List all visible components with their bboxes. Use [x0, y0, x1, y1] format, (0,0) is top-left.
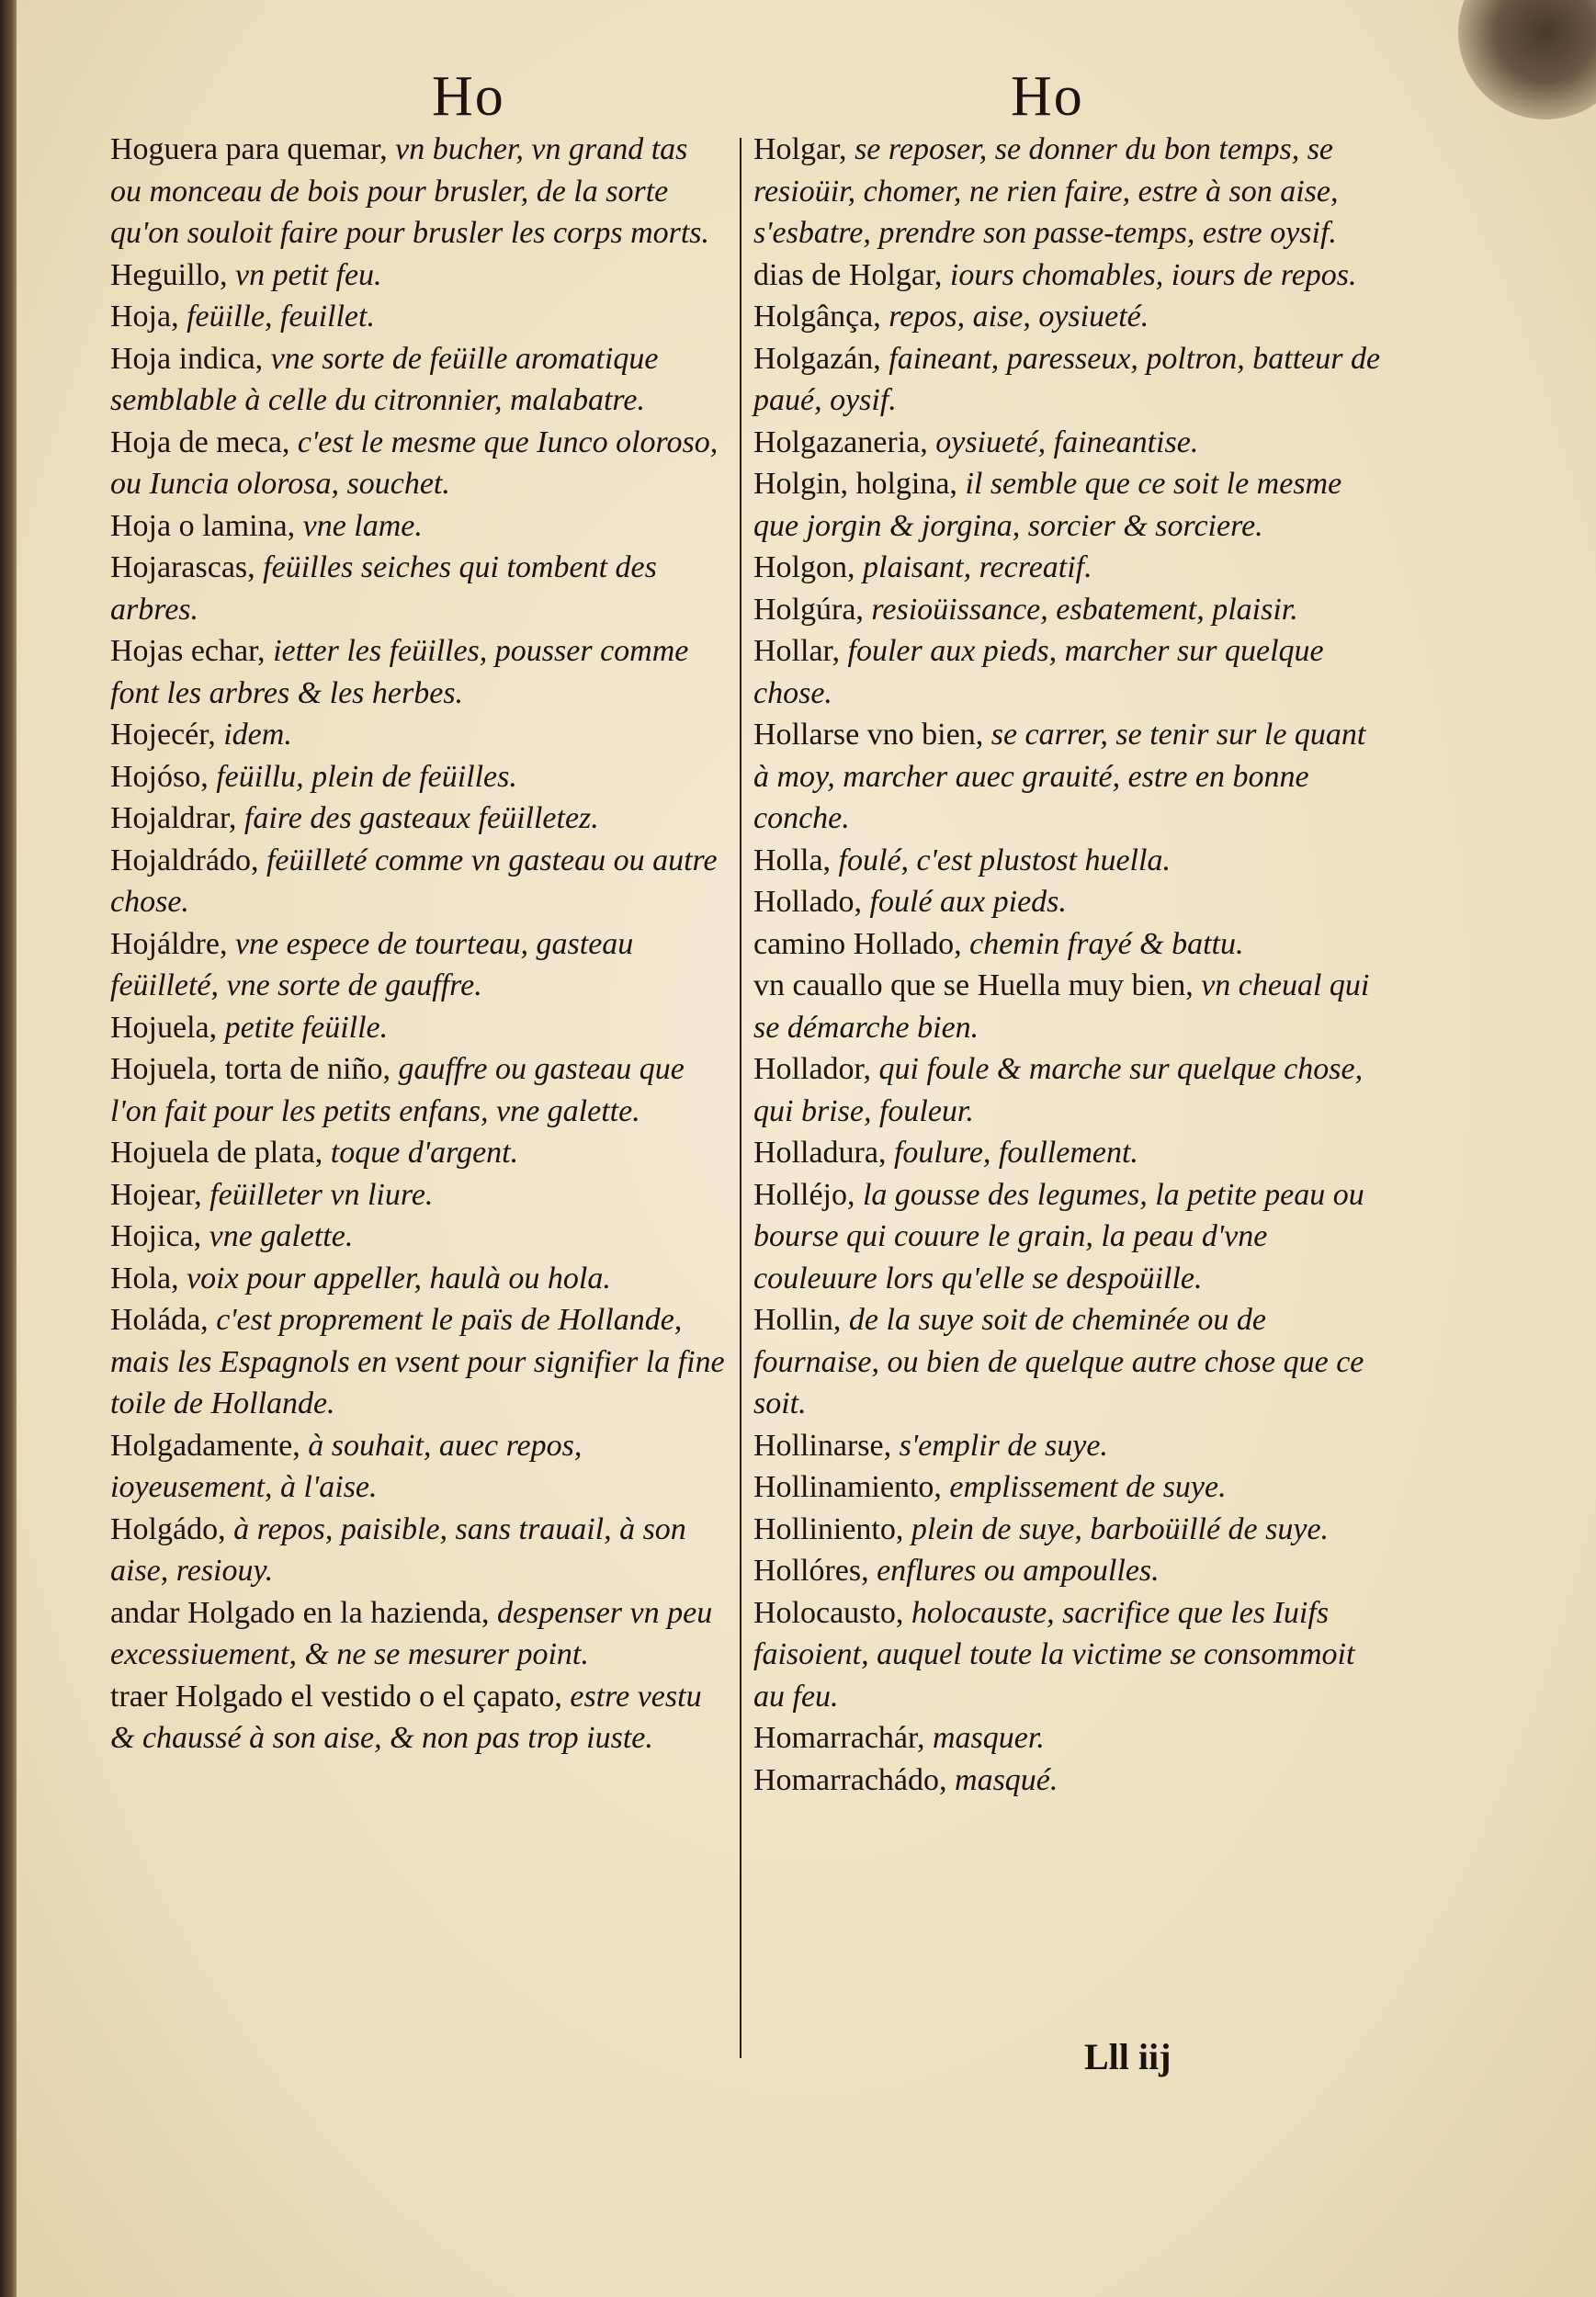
- entry-term: Hojaldrádo,: [110, 843, 259, 877]
- entry-term: Hojóso,: [110, 759, 209, 794]
- dictionary-entry: [110, 1676, 726, 1760]
- dictionary-entry: [753, 1592, 1387, 1718]
- entry-term: Hojas echar,: [110, 634, 266, 668]
- entry-definition: vn bucher, vn grand tas ou monceau de bois pour brusler, de la sorte qu'on souloit faire pour brusler les corps morts.: [110, 132, 710, 250]
- entry-term: Homarrachádo,: [753, 1762, 947, 1797]
- entry-term: Hollinamiento,: [753, 1470, 942, 1504]
- dictionary-entry: [753, 129, 1387, 255]
- entry-definition: iours chomables, iours de repos.: [942, 257, 1357, 292]
- dictionary-entry: [110, 798, 726, 840]
- entry-term: Hojuela,: [110, 1010, 218, 1045]
- entry-term: Hojuela de plata,: [110, 1136, 323, 1170]
- entry-definition: gauffre ou gasteau que l'on fait pour les petits enfans, vne galette.: [110, 1052, 685, 1128]
- dictionary-entry: [110, 756, 726, 798]
- entry-term: Hollinarse,: [753, 1428, 892, 1463]
- entry-definition: feüilles seiches qui tombent des arbres.: [110, 550, 657, 627]
- entry-term: Hojear,: [110, 1177, 202, 1212]
- dictionary-entry: [753, 881, 1387, 923]
- dictionary-entry: [753, 1760, 1387, 1802]
- dictionary-entry: [110, 338, 726, 422]
- dictionary-entry: [110, 1509, 726, 1592]
- entry-definition: masqué.: [946, 1762, 1058, 1797]
- dictionary-entry: [110, 1132, 726, 1174]
- entry-term: Hollador,: [753, 1052, 871, 1086]
- entry-definition: se reposer, se donner du bon temps, se resioüir, chomer, ne rien faire, estre à son aise, s'esbatre, prendre son passe-temps, estre oysif.: [753, 132, 1339, 250]
- dictionary-entry: [753, 923, 1387, 966]
- entry-term: Holgazaneria,: [753, 424, 928, 459]
- entry-term: Homarrachár,: [753, 1721, 925, 1755]
- entry-definition: la gousse des legumes, la petite peau ou bourse qui couure le grain, la peau d'vne couleuure lors qu'elle se despoüille.: [753, 1177, 1364, 1296]
- entry-term: Holgin, holgina,: [753, 467, 966, 501]
- dictionary-entry: [753, 1132, 1387, 1174]
- entry-term: Holgádo,: [110, 1511, 226, 1546]
- dictionary-entry: [110, 422, 726, 505]
- dictionary-entry: [753, 463, 1387, 547]
- column-divider: [740, 138, 741, 2058]
- dictionary-entry: [753, 1425, 1387, 1467]
- dictionary-entry: [753, 840, 1387, 882]
- dictionary-entry: [753, 296, 1387, 338]
- entry-definition: vne lame.: [295, 508, 423, 543]
- entry-term: Hojuela, torta de niño,: [110, 1052, 391, 1086]
- dictionary-entry: [110, 1216, 726, 1258]
- entry-definition: vne galette.: [201, 1219, 354, 1253]
- entry-definition: petite feüille.: [217, 1010, 389, 1045]
- dictionary-entry: [753, 547, 1387, 589]
- entry-definition: despenser vn peu excessiuement, & ne se mesurer point.: [110, 1595, 713, 1671]
- entry-term: Hojica,: [110, 1219, 202, 1253]
- left-column: [110, 129, 726, 1760]
- entry-definition: foulé, c'est plustost huella.: [831, 843, 1171, 877]
- entry-definition: de la suye soit de cheminée ou de fournaise, ou bien de quelque autre chose que ce soit.: [753, 1303, 1364, 1420]
- entry-term: Holléjo,: [753, 1177, 855, 1212]
- entry-definition: c'est proprement le païs de Hollande, mais les Espagnols en vsent pour signifier la fine toile de Hollande.: [110, 1303, 725, 1420]
- dictionary-entry: [110, 840, 726, 923]
- entry-definition: masquer.: [924, 1721, 1045, 1755]
- entry-term: Holla,: [753, 843, 832, 877]
- entry-definition: à repos, paisible, sans trauail, à son aise, resiouy.: [110, 1511, 686, 1588]
- entry-term: Hojaldrar,: [110, 801, 237, 835]
- entry-term: andar Holgado en la hazienda,: [110, 1595, 490, 1630]
- entry-definition: foulé aux pieds.: [862, 885, 1067, 919]
- entry-term: Hola,: [110, 1261, 179, 1296]
- dictionary-entry: [753, 1509, 1387, 1551]
- dictionary-entry: [753, 1550, 1387, 1592]
- entry-term: Holgon,: [753, 550, 855, 584]
- entry-definition: faineant, paresseux, poltron, batteur de paué, oysif.: [753, 341, 1381, 417]
- entry-term: vn cauallo que se Huella muy bien,: [753, 968, 1194, 1002]
- dictionary-entry: [753, 255, 1387, 297]
- signature-mark: Lll iij: [1084, 2036, 1172, 2077]
- dictionary-entry: [753, 1466, 1387, 1509]
- dictionary-entry: [110, 1299, 726, 1425]
- entry-definition: idem.: [215, 718, 292, 752]
- entry-definition: feüillu, plein de feüilles.: [208, 759, 517, 794]
- entry-definition: holocauste, sacrifice que les Iuifs faisoient, auquel toute la victime se consommoit au feu.: [753, 1595, 1355, 1714]
- entry-term: Hollóres,: [753, 1554, 869, 1588]
- dictionary-entry: [753, 1717, 1387, 1760]
- entry-definition: toque d'argent.: [323, 1136, 519, 1170]
- dictionary-entry: [753, 589, 1387, 631]
- dictionary-entry: [753, 630, 1387, 714]
- right-column-header: Ho: [1011, 65, 1084, 128]
- entry-term: Holliniento,: [753, 1511, 904, 1546]
- dictionary-entry: [753, 714, 1387, 840]
- entry-definition: resioüissance, esbatement, plaisir.: [863, 592, 1298, 627]
- dictionary-entry: [753, 1299, 1387, 1425]
- entry-definition: emplissement de suye.: [941, 1470, 1227, 1504]
- dictionary-entry: [110, 296, 726, 338]
- entry-term: Hollin,: [753, 1303, 842, 1337]
- entry-term: Holgânça,: [753, 300, 881, 334]
- entry-term: Hollarse vno bien,: [753, 718, 984, 752]
- entry-term: Holgazán,: [753, 341, 881, 376]
- entry-definition: s'emplir de suye.: [891, 1428, 1108, 1463]
- entry-definition: estre vestu & chaussé à son aise, & non pas trop iuste.: [110, 1679, 702, 1755]
- dictionary-entry: [110, 505, 726, 548]
- dictionary-entry: [110, 1425, 726, 1509]
- entry-definition: ietter les feüilles, pousser comme font les arbres & les herbes.: [110, 634, 689, 710]
- water-stain: [1458, 0, 1596, 119]
- entry-definition: se carrer, se tenir sur le quant à moy, marcher auec grauité, estre en bonne conche.: [753, 718, 1366, 835]
- entry-definition: vne espece de tourteau, gasteau feüilleté, vne sorte de gauffre.: [110, 926, 634, 1002]
- entry-definition: plein de suye, barboüillé de suye.: [903, 1511, 1330, 1546]
- dictionary-entry: [110, 255, 726, 297]
- entry-term: Holgar,: [753, 132, 847, 166]
- entry-term: Holladura,: [753, 1136, 887, 1170]
- entry-definition: feüilleter vn liure.: [201, 1177, 434, 1212]
- entry-term: Hojecér,: [110, 718, 216, 752]
- entry-term: Hoja o lamina,: [110, 508, 296, 543]
- dictionary-entry: [110, 547, 726, 630]
- entry-definition: faire des gasteaux feüilletez.: [236, 801, 599, 835]
- dictionary-entry: [110, 129, 726, 255]
- entry-term: Hojáldre,: [110, 926, 228, 961]
- entry-definition: vn petit feu.: [227, 257, 382, 292]
- entry-term: traer Holgado el vestido o el çapato,: [110, 1679, 562, 1714]
- entry-term: Heguillo,: [110, 257, 228, 292]
- entry-term: Hoja de meca,: [110, 424, 298, 459]
- entry-definition: fouler aux pieds, marcher sur quelque chose.: [753, 634, 1324, 710]
- entry-definition: enflures ou ampoulles.: [868, 1554, 1160, 1588]
- entry-definition: feüilleté comme vn gasteau ou autre chose.: [110, 843, 718, 919]
- entry-definition: repos, aise, oysiueté.: [880, 300, 1149, 334]
- entry-term: Hojarascas,: [110, 550, 255, 584]
- entry-definition: plaisant, recreatif.: [855, 550, 1092, 584]
- dictionary-entry: [753, 338, 1387, 422]
- dictionary-entry: [110, 1007, 726, 1049]
- dictionary-entry: [110, 1592, 726, 1676]
- entry-term: Hoja,: [110, 300, 179, 334]
- entry-term: Holgúra,: [753, 592, 864, 627]
- dictionary-entry: [110, 1048, 726, 1132]
- entry-definition: qui foule & marche sur quelque chose, qui brise, fouleur.: [753, 1052, 1364, 1128]
- entry-term: Hollar,: [753, 634, 840, 668]
- dictionary-entry: [753, 422, 1387, 464]
- dictionary-entry: [110, 714, 726, 756]
- dictionary-entry: [753, 965, 1387, 1048]
- entry-term: Holgadamente,: [110, 1428, 300, 1463]
- entry-term: Hollado,: [753, 885, 863, 919]
- entry-term: dias de Holgar,: [753, 257, 943, 292]
- entry-term: Holáda,: [110, 1303, 209, 1337]
- entry-term: Hoja indica,: [110, 341, 264, 376]
- entry-definition: c'est le mesme que Iunco oloroso, ou Iuncia olorosa, souchet.: [110, 424, 719, 501]
- entry-definition: vne sorte de feüille aromatique semblable à celle du citronnier, malabatre.: [110, 341, 659, 417]
- dictionary-entry: [110, 1258, 726, 1300]
- entry-definition: voix pour appeller, haulà ou hola.: [178, 1261, 611, 1296]
- entry-term: Holocausto,: [753, 1595, 904, 1630]
- right-column: [753, 129, 1387, 1801]
- entry-term: camino Hollado,: [753, 926, 962, 961]
- entry-definition: feüille, feuillet.: [178, 300, 375, 334]
- entry-definition: il semble que ce soit le mesme que jorgin & jorgina, sorcier & sorciere.: [753, 467, 1342, 543]
- entry-term: Hoguera para quemar,: [110, 132, 388, 166]
- entry-definition: vn cheual qui se démarche bien.: [753, 968, 1370, 1045]
- entry-definition: à souhait, auec repos, ioyeusement, à l'aise.: [110, 1428, 583, 1504]
- dictionary-entry: [753, 1174, 1387, 1300]
- dictionary-entry: [753, 1048, 1387, 1132]
- entry-definition: oysiueté, faineantise.: [927, 424, 1199, 459]
- entry-definition: foulure, foullement.: [886, 1136, 1138, 1170]
- left-column-header: Ho: [432, 65, 505, 128]
- dictionary-entry: [110, 1174, 726, 1216]
- dictionary-entry: [110, 923, 726, 1007]
- dictionary-entry: [110, 630, 726, 714]
- entry-definition: chemin frayé & battu.: [961, 926, 1244, 961]
